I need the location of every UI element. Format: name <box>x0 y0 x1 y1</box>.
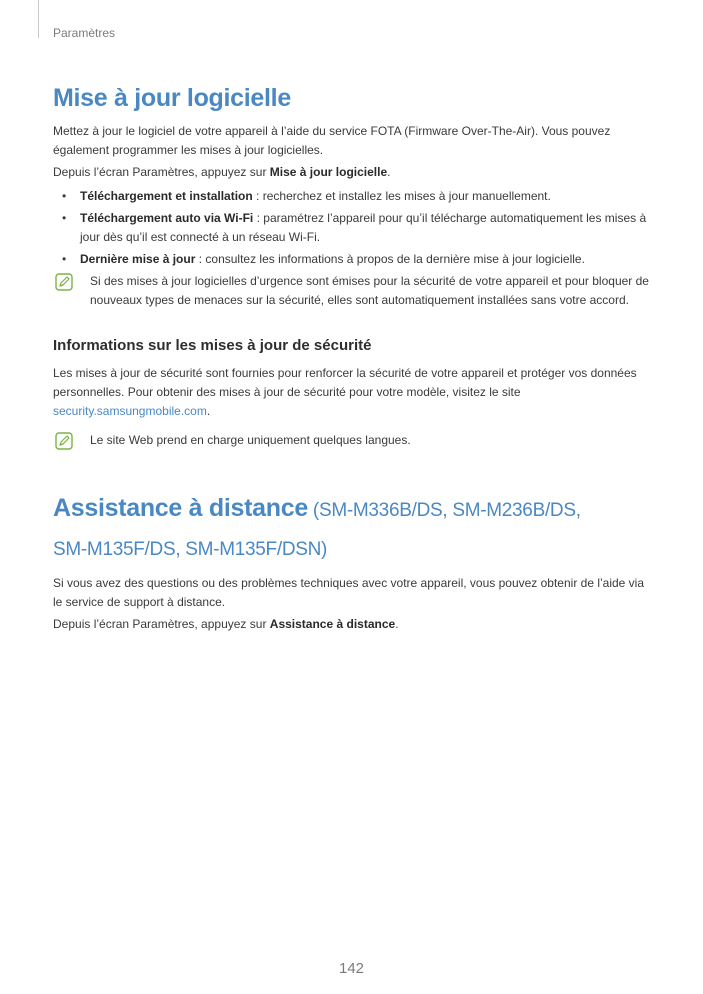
list-item: • Dernière mise à jour : consultez les informations à propos de la dernière mise à jour logicielle. <box>53 250 653 269</box>
section-label: Paramètres <box>53 26 116 40</box>
remote-support-paragraph: Si vous avez des questions ou des problèmes techniques avec votre appareil, vous pouvez obtenir de l’aide via le service de support à distance. <box>53 576 645 609</box>
path-instruction: Depuis l’écran Paramètres, appuyez sur Mise à jour logicielle. <box>53 165 391 179</box>
note-block <box>53 272 653 310</box>
path-target: Mise à jour logicielle <box>269 165 388 179</box>
security-link[interactable]: security.samsungmobile.com <box>53 404 207 418</box>
page-number: 142 <box>338 960 365 977</box>
note-icon <box>55 273 73 291</box>
margin-rule <box>38 0 39 38</box>
remote-support-section <box>53 490 653 634</box>
page-title: Mise à jour logicielle <box>53 84 291 112</box>
list-item: • Téléchargement et installation : recherchez et installez les mises à jour manuellement. <box>53 187 653 206</box>
list-item: • Téléchargement auto via Wi-Fi : paramétrez l’appareil pour qu’il télécharge automatiquement les mises à jour dès qu’il est connecté à un réseau Wi-Fi. <box>53 209 653 247</box>
options-list <box>53 187 653 269</box>
intro-paragraph: Mettez à jour le logiciel de votre appareil à l’aide du service FOTA (Firmware Over-The-Air). Vous pouvez également programmer les mises à jour logicielles. <box>53 124 611 157</box>
note-text: Le site Web prend en charge uniquement quelques langues. <box>90 433 411 447</box>
note-text: Si des mises à jour logicielles d’urgence sont émises pour la sécurité de votre appareil et pour bloquer de nouveaux types de menaces sur la sécurité, elles sont automatiquement installées sans votre accord. <box>90 274 649 307</box>
path-instruction: Depuis l’écran Paramètres, appuyez sur Assistance à distance. <box>53 617 399 631</box>
model-list: (SM-M336B/DS, SM-M236B/DS, SM-M135F/DS, SM-M135F/DSN) <box>53 500 581 560</box>
section-title: Assistance à distance (SM-M336B/DS, SM-M236B/DS, SM-M135F/DS, SM-M135F/DSN) <box>53 494 581 560</box>
main-content <box>53 80 653 634</box>
note-icon <box>55 432 73 450</box>
path-target: Assistance à distance <box>269 617 396 631</box>
security-heading: Informations sur les mises à jour de sécurité <box>53 337 372 354</box>
note-block <box>53 431 653 450</box>
security-paragraph: Les mises à jour de sécurité sont fournies pour renforcer la sécurité de votre appareil et protéger vos données personnelles. Pour obtenir des mises à jour de sécurité pour votre modèle, visitez le site security.samsungmobile.com. <box>53 366 637 418</box>
